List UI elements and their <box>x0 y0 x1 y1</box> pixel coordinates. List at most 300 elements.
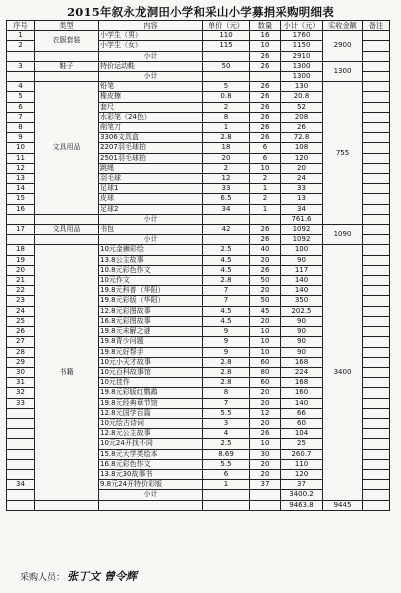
subtotal-cell: 13 <box>281 194 323 204</box>
subtotal-cell: 140 <box>281 398 323 408</box>
qty-cell: 20 <box>250 255 281 265</box>
type-cell: 衣服套装 <box>35 31 99 51</box>
note-cell <box>363 123 390 133</box>
seq-cell: 26 <box>7 327 35 337</box>
note-cell <box>363 31 390 41</box>
price-cell: 8 <box>203 388 250 398</box>
price-cell: 115 <box>203 41 250 51</box>
price-cell: 5 <box>203 82 250 92</box>
item-cell: 19.8元科普（华阳） <box>99 286 203 296</box>
seq-cell: 33 <box>7 398 35 408</box>
header-cell: 内容 <box>99 21 203 31</box>
item-cell: 小计 <box>99 214 203 224</box>
qty-cell: 26 <box>250 429 281 439</box>
item-cell: 铅笔 <box>99 82 203 92</box>
qty-cell: 10 <box>250 41 281 51</box>
header-cell: 小计（元） <box>281 21 323 31</box>
note-cell <box>363 245 390 255</box>
item-cell: 小计 <box>99 490 203 500</box>
seq-cell: 31 <box>7 378 35 388</box>
note-cell <box>363 469 390 479</box>
note-cell <box>363 388 390 398</box>
note-cell <box>363 316 390 326</box>
item-cell: 9.8元24开特价彩版 <box>99 480 203 490</box>
price-cell <box>203 51 250 61</box>
subtotal-cell: 1760 <box>281 31 323 41</box>
type-cell: 鞋子 <box>35 61 99 71</box>
item-cell: 10元绘古诗词 <box>99 418 203 428</box>
seq-cell: 2 <box>7 41 35 51</box>
table-row <box>7 61 390 71</box>
table-row <box>7 245 390 255</box>
qty-cell: 20 <box>250 398 281 408</box>
price-cell <box>203 235 250 245</box>
item-cell: 12.8元国学百篇 <box>99 408 203 418</box>
item-cell: 足球2 <box>99 204 203 214</box>
note-cell <box>363 184 390 194</box>
qty-cell: 10 <box>250 347 281 357</box>
note-cell <box>363 286 390 296</box>
price-cell: 8.69 <box>203 449 250 459</box>
subtotal-cell: 9463.8 <box>281 500 323 510</box>
note-cell <box>363 357 390 367</box>
seq-cell <box>7 490 35 500</box>
price-cell: 1 <box>203 480 250 490</box>
seq-cell: 7 <box>7 112 35 122</box>
item-cell: 套尺 <box>99 102 203 112</box>
item-cell: 跳绳 <box>99 163 203 173</box>
price-cell: 7 <box>203 296 250 306</box>
seq-cell: 20 <box>7 265 35 275</box>
type-cell: 书籍 <box>35 245 99 500</box>
subtotal-cell: 20 <box>281 163 323 173</box>
subtotal-cell: 66 <box>281 408 323 418</box>
note-cell <box>363 398 390 408</box>
seq-cell <box>7 439 35 449</box>
item-cell: 书包 <box>99 225 203 235</box>
qty-cell: 16 <box>250 31 281 41</box>
qty-cell: 26 <box>250 133 281 143</box>
price-cell: 20 <box>203 153 250 163</box>
item-cell: 10元佳作 <box>99 378 203 388</box>
note-cell <box>363 163 390 173</box>
seq-cell: 14 <box>7 184 35 194</box>
note-cell <box>363 500 390 510</box>
note-cell <box>363 337 390 347</box>
qty-cell: 20 <box>250 388 281 398</box>
purchase-table <box>6 20 390 511</box>
subtotal-cell: 1150 <box>281 41 323 51</box>
item-cell: 小学生（男） <box>99 31 203 41</box>
subtotal-cell: 168 <box>281 378 323 388</box>
price-cell: 12 <box>203 174 250 184</box>
seq-cell: 4 <box>7 82 35 92</box>
qty-cell: 26 <box>250 225 281 235</box>
price-cell: 18 <box>203 143 250 153</box>
seq-cell: 19 <box>7 255 35 265</box>
qty-cell: 20 <box>250 459 281 469</box>
subtotal-cell: 100 <box>281 245 323 255</box>
subtotal-cell: 37 <box>281 480 323 490</box>
subtotal-cell: 26 <box>281 123 323 133</box>
seq-cell: 25 <box>7 316 35 326</box>
note-cell <box>363 459 390 469</box>
note-cell <box>363 102 390 112</box>
item-cell: 橡皮擦 <box>99 92 203 102</box>
seq-cell: 10 <box>7 143 35 153</box>
seq-cell: 27 <box>7 337 35 347</box>
subtotal-cell: 90 <box>281 255 323 265</box>
qty-cell: 26 <box>250 265 281 275</box>
qty-cell: 26 <box>250 123 281 133</box>
seq-cell: 17 <box>7 225 35 235</box>
purchaser-signature: 张丁文 曾令辉 <box>67 570 137 583</box>
price-cell: 50 <box>203 61 250 71</box>
header-cell: 序号 <box>7 21 35 31</box>
qty-cell: 26 <box>250 61 281 71</box>
qty-cell: 10 <box>250 337 281 347</box>
subtotal-cell: 25 <box>281 439 323 449</box>
seq-cell: 21 <box>7 276 35 286</box>
subtotal-cell: 260.7 <box>281 449 323 459</box>
qty-cell: 26 <box>250 235 281 245</box>
seq-cell <box>7 51 35 61</box>
header-cell: 数量 <box>250 21 281 31</box>
price-cell: 4 <box>203 429 250 439</box>
item-cell: 小计 <box>99 72 203 82</box>
price-cell: 33 <box>203 184 250 194</box>
table-row <box>7 225 390 235</box>
qty-cell: 37 <box>250 480 281 490</box>
purchaser-signature-line <box>20 568 137 584</box>
seq-cell: 29 <box>7 357 35 367</box>
seq-cell: 18 <box>7 245 35 255</box>
subtotal-cell: 117 <box>281 265 323 275</box>
type-cell: 文具用品 <box>35 225 99 235</box>
seq-cell <box>7 500 35 510</box>
price-cell: 2.8 <box>203 133 250 143</box>
note-cell <box>363 82 390 92</box>
price-cell: 2.5 <box>203 439 250 449</box>
note-cell <box>363 276 390 286</box>
received-cell: 2900 <box>323 31 363 62</box>
note-cell <box>363 296 390 306</box>
purchaser-label: 采购人员： <box>20 573 66 583</box>
price-cell: 7 <box>203 398 250 408</box>
note-cell <box>363 133 390 143</box>
subtotal-cell: 90 <box>281 316 323 326</box>
note-cell <box>363 72 390 82</box>
qty-cell: 26 <box>250 112 281 122</box>
subtotal-cell: 202.5 <box>281 306 323 316</box>
item-cell: 特价运动鞋 <box>99 61 203 71</box>
note-cell <box>363 112 390 122</box>
type-cell <box>35 51 99 61</box>
seq-cell: 5 <box>7 92 35 102</box>
seq-cell: 12 <box>7 163 35 173</box>
note-cell <box>363 51 390 61</box>
note-cell <box>363 61 390 71</box>
subtotal-cell: 110 <box>281 459 323 469</box>
price-cell: 6.5 <box>203 194 250 204</box>
seq-cell: 6 <box>7 102 35 112</box>
item-cell: 19.8青少问题 <box>99 337 203 347</box>
item-cell: 10元百科故事馆 <box>99 367 203 377</box>
subtotal-cell: 20.8 <box>281 92 323 102</box>
qty-cell: 1 <box>250 204 281 214</box>
subtotal-cell: 33 <box>281 184 323 194</box>
seq-cell <box>7 469 35 479</box>
item-cell: 19.8元彩版（华阳） <box>99 296 203 306</box>
subtotal-cell: 2910 <box>281 51 323 61</box>
subtotal-cell: 90 <box>281 347 323 357</box>
qty-cell: 26 <box>250 92 281 102</box>
item-cell: 19.8元彩版红鹦鹉 <box>99 388 203 398</box>
table-row <box>7 31 390 41</box>
item-cell: 19.8元经典章节馆 <box>99 398 203 408</box>
item-cell: 16.8元彩图故事 <box>99 316 203 326</box>
note-cell <box>363 418 390 428</box>
price-cell: 34 <box>203 204 250 214</box>
subtotal-cell: 761.6 <box>281 214 323 224</box>
qty-cell: 26 <box>250 82 281 92</box>
seq-cell: 16 <box>7 204 35 214</box>
seq-cell: 30 <box>7 367 35 377</box>
qty-cell: 10 <box>250 163 281 173</box>
qty-cell: 20 <box>250 469 281 479</box>
note-cell <box>363 235 390 245</box>
qty-cell: 2 <box>250 194 281 204</box>
price-cell: 9 <box>203 347 250 357</box>
note-cell <box>363 255 390 265</box>
subtotal-cell: 160 <box>281 388 323 398</box>
item-cell: 10元作文 <box>99 276 203 286</box>
subtotal-cell: 1092 <box>281 235 323 245</box>
subtotal-cell: 208 <box>281 112 323 122</box>
note-cell <box>363 378 390 388</box>
item-cell: 10元金狮彩绘 <box>99 245 203 255</box>
item-cell: 19.8元好帮手 <box>99 347 203 357</box>
item-cell: 削笔刀 <box>99 123 203 133</box>
qty-cell: 1 <box>250 184 281 194</box>
seq-cell: 8 <box>7 123 35 133</box>
note-cell <box>363 327 390 337</box>
seq-cell <box>7 408 35 418</box>
item-cell: 3306文具盒 <box>99 133 203 143</box>
price-cell: 4.5 <box>203 255 250 265</box>
item-cell: 12.8元公主故事 <box>99 429 203 439</box>
item-cell: 13.8元30故事书 <box>99 469 203 479</box>
price-cell: 2 <box>203 163 250 173</box>
price-cell: 42 <box>203 225 250 235</box>
qty-cell <box>250 490 281 500</box>
note-cell <box>363 92 390 102</box>
seq-cell <box>7 449 35 459</box>
subtotal-cell: 140 <box>281 286 323 296</box>
qty-cell: 6 <box>250 143 281 153</box>
note-cell <box>363 347 390 357</box>
seq-cell <box>7 459 35 469</box>
page-title: 2015年叙永龙洞田小学和采山小学募捐采购明细表 <box>67 5 334 19</box>
header-cell: 实收金额 <box>323 21 363 31</box>
price-cell: 9 <box>203 327 250 337</box>
subtotal-cell: 90 <box>281 337 323 347</box>
item-cell: 2501羽毛球拍 <box>99 153 203 163</box>
subtotal-cell: 1300 <box>281 61 323 71</box>
subtotal-cell: 120 <box>281 153 323 163</box>
subtotal-cell: 72.8 <box>281 133 323 143</box>
note-cell <box>363 449 390 459</box>
type-cell <box>35 214 99 224</box>
price-cell: 3 <box>203 418 250 428</box>
qty-cell: 20 <box>250 316 281 326</box>
item-cell: 羽毛球 <box>99 174 203 184</box>
seq-cell: 34 <box>7 480 35 490</box>
subtotal-cell: 1092 <box>281 225 323 235</box>
qty-cell: 60 <box>250 357 281 367</box>
note-cell <box>363 143 390 153</box>
seq-cell <box>7 214 35 224</box>
qty-cell: 60 <box>250 378 281 388</box>
note-cell <box>363 214 390 224</box>
price-cell: 4.5 <box>203 306 250 316</box>
received-cell: 1090 <box>323 225 363 245</box>
item-cell: 10.8元彩色作文 <box>99 265 203 275</box>
note-cell <box>363 225 390 235</box>
item-cell: 小计 <box>99 51 203 61</box>
grand-total-row <box>7 500 390 510</box>
note-cell <box>363 153 390 163</box>
price-cell <box>203 490 250 500</box>
item-cell: 15.8元大学类绘本 <box>99 449 203 459</box>
seq-cell: 1 <box>7 31 35 41</box>
header-cell: 单价（元） <box>203 21 250 31</box>
qty-cell: 26 <box>250 102 281 112</box>
qty-cell: 2 <box>250 174 281 184</box>
price-cell: 9 <box>203 337 250 347</box>
qty-cell: 26 <box>250 51 281 61</box>
subtotal-cell: 120 <box>281 469 323 479</box>
subtotal-cell: 130 <box>281 82 323 92</box>
received-cell: 3400 <box>323 245 363 500</box>
item-cell: 足球1 <box>99 184 203 194</box>
note-cell <box>363 194 390 204</box>
price-cell: 1 <box>203 123 250 133</box>
seq-cell <box>7 429 35 439</box>
item-cell: 皮球 <box>99 194 203 204</box>
note-cell <box>363 306 390 316</box>
type-cell <box>35 72 99 82</box>
seq-cell: 22 <box>7 286 35 296</box>
note-cell <box>363 265 390 275</box>
price-cell: 2.5 <box>203 245 250 255</box>
price-cell: 7 <box>203 286 250 296</box>
note-cell <box>363 367 390 377</box>
seq-cell: 11 <box>7 153 35 163</box>
qty-cell: 20 <box>250 286 281 296</box>
note-cell <box>363 490 390 500</box>
price-cell: 2.8 <box>203 367 250 377</box>
subtotal-cell: 60 <box>281 418 323 428</box>
seq-cell: 23 <box>7 296 35 306</box>
subtotal-cell: 1300 <box>281 72 323 82</box>
item-cell: 12.8元彩图故事 <box>99 306 203 316</box>
table-header-row <box>7 21 390 31</box>
price-cell: 6 <box>203 469 250 479</box>
item-cell: 16.8元彩色作文 <box>99 459 203 469</box>
price-cell: 8 <box>203 112 250 122</box>
seq-cell: 15 <box>7 194 35 204</box>
item-cell: 2207羽毛球拍 <box>99 143 203 153</box>
note-cell <box>363 174 390 184</box>
subtotal-cell: 3400.2 <box>281 490 323 500</box>
header-cell: 备注 <box>363 21 390 31</box>
seq-cell: 9 <box>7 133 35 143</box>
subtotal-cell: 350 <box>281 296 323 306</box>
note-cell <box>363 429 390 439</box>
qty-cell <box>250 72 281 82</box>
qty-cell: 20 <box>250 418 281 428</box>
seq-cell: 32 <box>7 388 35 398</box>
subtotal-cell: 168 <box>281 357 323 367</box>
item-cell: 小计 <box>99 235 203 245</box>
item-cell: 13.8公主故事 <box>99 255 203 265</box>
received-cell: 1300 <box>323 61 363 81</box>
subtotal-cell: 34 <box>281 204 323 214</box>
price-cell <box>203 214 250 224</box>
item-cell: 小学生（女） <box>99 41 203 51</box>
price-cell <box>203 72 250 82</box>
seq-cell <box>7 72 35 82</box>
price-cell: 0.8 <box>203 92 250 102</box>
qty-cell: 50 <box>250 296 281 306</box>
price-cell: 5.5 <box>203 408 250 418</box>
qty-cell: 40 <box>250 245 281 255</box>
received-total-cell: 9445 <box>323 500 363 510</box>
type-cell: 文具用品 <box>35 82 99 215</box>
price-cell: 2.8 <box>203 378 250 388</box>
received-cell: 755 <box>323 82 363 225</box>
seq-cell <box>7 418 35 428</box>
seq-cell: 24 <box>7 306 35 316</box>
price-cell: 2.8 <box>203 357 250 367</box>
qty-cell: 12 <box>250 408 281 418</box>
seq-cell: 3 <box>7 61 35 71</box>
item-cell: 10元24开找不同 <box>99 439 203 449</box>
subtotal-cell: 24 <box>281 174 323 184</box>
seq-cell <box>7 235 35 245</box>
qty-cell: 50 <box>250 276 281 286</box>
table-row <box>7 82 390 92</box>
type-cell <box>35 235 99 245</box>
type-cell <box>35 500 99 510</box>
qty-cell: 80 <box>250 367 281 377</box>
qty-cell <box>250 214 281 224</box>
price-cell: 5.5 <box>203 459 250 469</box>
item-cell: 10元小天才故事 <box>99 357 203 367</box>
subtotal-cell: 108 <box>281 143 323 153</box>
subtotal-cell: 224 <box>281 367 323 377</box>
qty-cell: 45 <box>250 306 281 316</box>
item-cell: 水彩笔（24色） <box>99 112 203 122</box>
item-cell <box>99 500 203 510</box>
price-cell: 4.5 <box>203 265 250 275</box>
price-cell: 2.8 <box>203 276 250 286</box>
header-cell: 类型 <box>35 21 99 31</box>
note-cell <box>363 480 390 490</box>
price-cell <box>203 500 250 510</box>
item-cell: 19.8元未解之谜 <box>99 327 203 337</box>
